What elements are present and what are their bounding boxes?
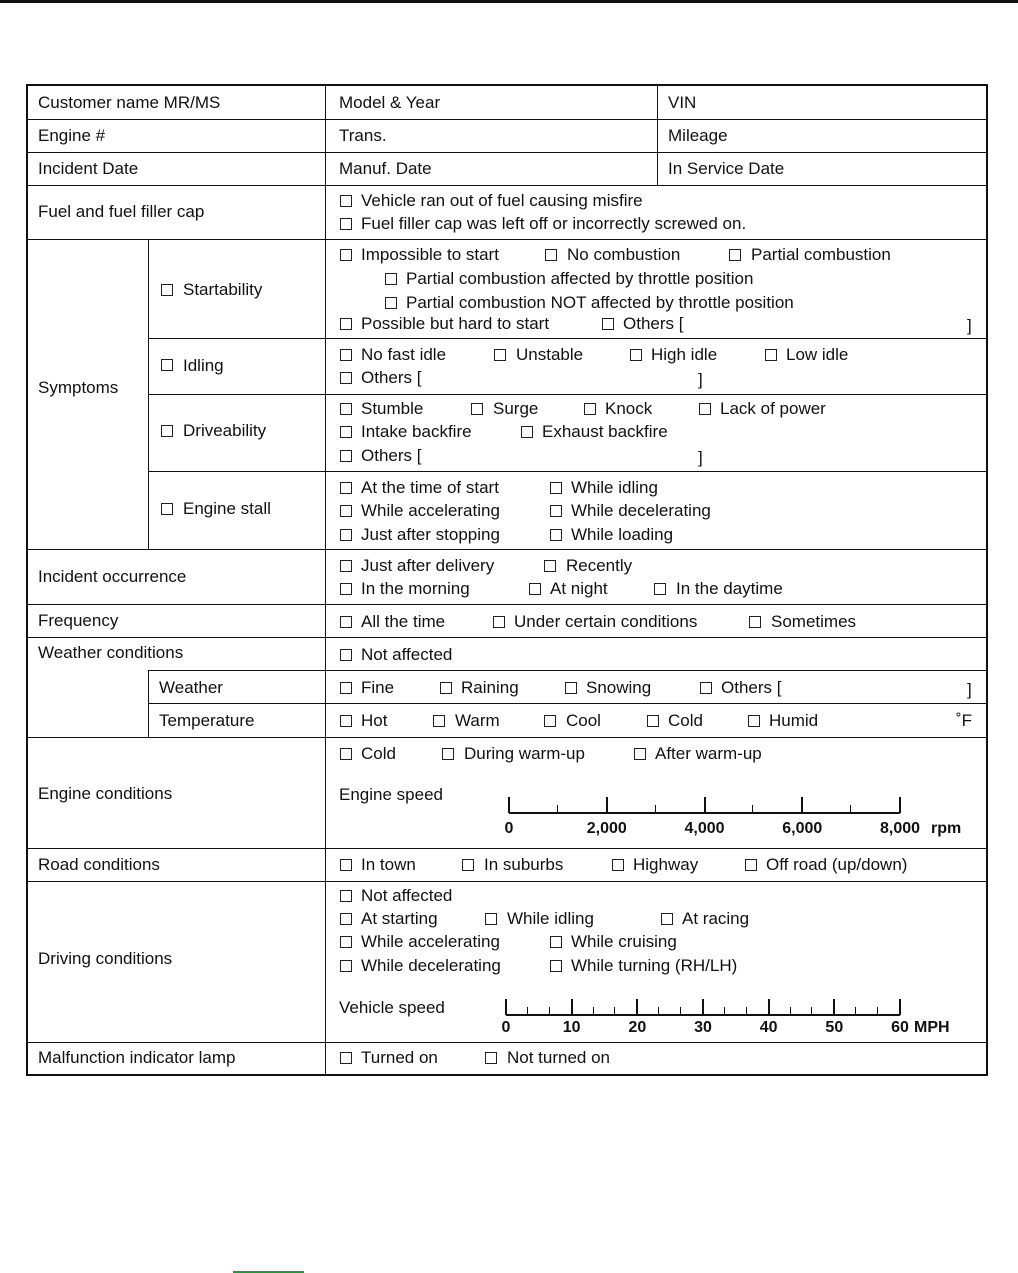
cruising-checkbox[interactable] [550,936,562,948]
model-year-label: Model & Year [339,93,441,112]
warmup-text: During warm-up [464,744,585,763]
row-divider [148,338,986,339]
column-divider [657,86,658,185]
morning-text: In the morning [361,579,470,598]
night-text: At night [550,579,608,598]
weather-not-affected-text: Not affected [361,645,453,664]
time-of-start-checkbox[interactable] [340,482,352,494]
weather-others-text: Others [ [721,678,782,697]
recently-checkbox[interactable] [544,560,556,572]
mph-scale-minor-tick [724,1007,725,1015]
driveability-checkbox[interactable] [161,425,173,437]
mph-scale-minor-tick [811,1007,812,1015]
mph-scale-tick-label: 60 [891,1019,909,1036]
stall-while-decel-text: While decelerating [571,501,711,520]
sometimes-checkbox[interactable] [749,616,761,628]
row-divider [28,637,986,638]
stall-while-accel-checkbox[interactable] [340,505,352,517]
fine-text: Fine [361,678,395,697]
certain-conditions-checkbox[interactable] [493,616,505,628]
mph-scale-tick-label: 10 [562,1019,581,1036]
row-divider [148,394,986,395]
stumble-checkbox[interactable] [340,403,352,415]
partial-throttle-checkbox[interactable] [385,273,397,285]
daytime-checkbox[interactable] [654,583,666,595]
fuel-ran-out-text: Vehicle ran out of fuel causing misfire [361,191,643,210]
fahrenheit-unit: ˚F [956,711,973,730]
fuel-ran-out-checkbox[interactable] [340,195,352,207]
column-divider [148,239,149,549]
mph-scale-tick-label: 50 [825,1019,844,1036]
bracket-close: ] [967,316,972,335]
rpm-scale-major-tick [606,797,608,813]
row-divider [28,737,986,738]
mph-unit: MPH [914,1019,950,1036]
in-town-checkbox[interactable] [340,859,352,871]
stumble-text: Stumble [361,399,424,418]
snowing-checkbox[interactable] [565,682,577,694]
suburbs-text: In suburbs [484,855,564,874]
driving-not-affected-text: Not affected [361,886,453,905]
mph-scale-minor-tick [527,1007,528,1015]
at-starting-checkbox[interactable] [340,913,352,925]
row-divider [28,119,986,120]
highway-text: Highway [633,855,699,874]
engine-cold-text: Cold [361,744,396,763]
exhaust-backfire-checkbox[interactable] [521,426,533,438]
cold-temp-text: Cold [668,711,703,730]
cool-text: Cool [566,711,601,730]
mil-not-on-text: Not turned on [507,1048,611,1067]
intake-backfire-checkbox[interactable] [340,426,352,438]
fine-checkbox[interactable] [340,682,352,694]
cool-checkbox[interactable] [544,715,556,727]
row-divider [28,848,986,849]
column-divider [325,86,326,1074]
bracket-close: ] [967,680,972,699]
impossible-start-text: Impossible to start [361,245,499,264]
weather-others-checkbox[interactable] [700,682,712,694]
startability-others-text: Others [ [623,314,684,333]
raining-text: Raining [461,678,519,697]
idling-others-checkbox[interactable] [340,372,352,384]
mil-on-checkbox[interactable] [340,1052,352,1064]
hot-text: Hot [361,711,388,730]
rpm-scale-minor-tick [655,805,656,813]
incident-occurrence-label: Incident occurrence [38,567,187,586]
after-stopping-text: Just after stopping [361,525,500,544]
driving-not-affected-checkbox[interactable] [340,890,352,902]
daytime-text: In the daytime [676,579,783,598]
driving-idling-checkbox[interactable] [485,913,497,925]
racing-checkbox[interactable] [661,913,673,925]
night-checkbox[interactable] [529,583,541,595]
rpm-scale-minor-tick [850,805,851,813]
row-divider [28,185,986,186]
partial-not-throttle-text: Partial combustion NOT affected by throttle position [406,293,794,312]
high-idle-text: High idle [651,345,718,364]
rpm-scale-major-tick [899,797,901,813]
road-conditions-label: Road conditions [38,855,160,874]
impossible-start-checkbox[interactable] [340,249,352,261]
after-delivery-checkbox[interactable] [340,560,352,572]
column-divider [148,670,149,737]
incident-date-label: Incident Date [38,159,139,178]
rpm-scale-major-tick [508,797,510,813]
unstable-text: Unstable [516,345,584,364]
fuel-label: Fuel and fuel filler cap [38,202,205,221]
stall-while-decel-checkbox[interactable] [550,505,562,517]
row-divider [28,239,986,240]
no-fast-idle-text: No fast idle [361,345,447,364]
manuf-date-label: Manuf. Date [339,159,432,178]
lack-of-power-text: Lack of power [720,399,826,418]
row-divider [28,549,986,550]
after-warmup-text: After warm-up [655,744,762,763]
raining-checkbox[interactable] [440,682,452,694]
while-loading-checkbox[interactable] [550,529,562,541]
intake-backfire-text: Intake backfire [361,422,472,441]
unstable-checkbox[interactable] [494,349,506,361]
rpm-scale-tick-label: 0 [504,820,514,837]
mil-not-on-checkbox[interactable] [485,1052,497,1064]
stall-while-idling-text: While idling [571,478,658,497]
driving-accel-text: While accelerating [361,932,500,951]
row-divider [148,703,986,704]
engine-stall-label: Engine stall [183,499,271,518]
partial-combustion-checkbox[interactable] [729,249,741,261]
trans-label: Trans. [339,126,387,145]
off-road-checkbox[interactable] [745,859,757,871]
mph-scale-minor-tick [680,1007,681,1015]
morning-checkbox[interactable] [340,583,352,595]
mph-scale-tick-label: 0 [501,1019,511,1036]
temperature-label: Temperature [159,711,255,730]
exhaust-backfire-text: Exhaust backfire [542,422,668,441]
mph-scale-minor-tick [614,1007,615,1015]
mph-scale-major-tick [636,999,638,1015]
mph-scale-minor-tick [658,1007,659,1015]
vehicle-speed-label: Vehicle speed [339,998,445,1017]
mil-on-text: Turned on [361,1048,438,1067]
filler-cap-text: Fuel filler cap was left off or incorrectly screwed on. [361,214,747,233]
mph-scale-tick-label: 30 [694,1019,712,1036]
turning-checkbox[interactable] [550,960,562,972]
rpm-scale-tick-label: 8,000 [879,820,921,837]
off-road-text: Off road (up/down) [766,855,908,874]
row-divider [28,881,986,882]
diagnostic-worksheet-form [26,84,988,1076]
row-divider [28,604,986,605]
after-warmup-checkbox[interactable] [634,748,646,760]
warm-checkbox[interactable] [433,715,445,727]
idling-others-text: Others [ [361,368,422,387]
partial-combustion-text: Partial combustion [751,245,891,264]
mph-scale-major-tick [505,999,507,1015]
no-fast-idle-checkbox[interactable] [340,349,352,361]
in-town-text: In town [361,855,416,874]
mph-scale-minor-tick [746,1007,747,1015]
warmup-checkbox[interactable] [442,748,454,760]
mph-scale-minor-tick [855,1007,856,1015]
driving-idling-text: While idling [507,909,594,928]
all-the-time-checkbox[interactable] [340,616,352,628]
bracket-close: ] [698,370,703,389]
in-service-date-label: In Service Date [668,159,785,178]
customer-name-label: Customer name MR/MS [38,93,221,112]
engine-speed-label: Engine speed [339,785,443,804]
highway-checkbox[interactable] [612,859,624,871]
startability-others-checkbox[interactable] [602,318,614,330]
weather-conditions-label: Weather conditions [38,643,184,662]
top-rule [0,0,1018,3]
driveability-label: Driveability [183,421,267,440]
mph-scale-minor-tick [593,1007,594,1015]
driving-decel-text: While decelerating [361,956,501,975]
rpm-scale-major-tick [704,797,706,813]
mph-scale-tick-label: 40 [759,1019,778,1036]
partial-throttle-text: Partial combustion affected by throttle position [406,269,754,288]
no-combustion-text: No combustion [567,245,681,264]
rpm-scale-tick-label: 4,000 [684,820,725,837]
filler-cap-checkbox[interactable] [340,218,352,230]
knock-checkbox[interactable] [584,403,596,415]
possible-hard-checkbox[interactable] [340,318,352,330]
driveability-others-checkbox[interactable] [340,450,352,462]
symptoms-label: Symptoms [38,378,119,397]
mph-scale-minor-tick [790,1007,791,1015]
mph-scale-major-tick [768,999,770,1015]
cruising-text: While cruising [571,932,677,951]
engine-cold-checkbox[interactable] [340,748,352,760]
time-of-start-text: At the time of start [361,478,499,497]
mph-scale-tick-label: 20 [628,1019,647,1036]
mph-scale-major-tick [702,999,704,1015]
humid-checkbox[interactable] [748,715,760,727]
all-the-time-text: All the time [361,612,446,631]
lack-of-power-checkbox[interactable] [699,403,711,415]
low-idle-text: Low idle [786,345,849,364]
humid-text: Humid [769,711,819,730]
engine-number-label: Engine # [38,126,106,145]
rpm-scale-major-tick [801,797,803,813]
weather-not-affected-checkbox[interactable] [340,649,352,661]
mileage-label: Mileage [668,126,728,145]
idling-checkbox[interactable] [161,359,173,371]
bracket-close: ] [698,448,703,467]
warm-text: Warm [455,711,500,730]
row-divider [28,1042,986,1043]
partial-not-throttle-checkbox[interactable] [385,297,397,309]
row-divider [148,471,986,472]
mil-label: Malfunction indicator lamp [38,1048,236,1067]
startability-checkbox[interactable] [161,284,173,296]
snowing-text: Snowing [586,678,652,697]
rpm-scale-minor-tick [557,805,558,813]
vin-label: VIN [668,93,697,112]
while-loading-text: While loading [571,525,674,544]
mph-scale-major-tick [899,999,901,1015]
startability-label: Startability [183,280,263,299]
possible-hard-text: Possible but hard to start [361,314,550,333]
driving-accel-checkbox[interactable] [340,936,352,948]
cold-temp-checkbox[interactable] [647,715,659,727]
sometimes-text: Sometimes [771,612,857,631]
driveability-others-text: Others [ [361,446,422,465]
no-combustion-checkbox[interactable] [545,249,557,261]
stall-while-idling-checkbox[interactable] [550,482,562,494]
frequency-label: Frequency [38,611,119,630]
rpm-scale-tick-label: 2,000 [586,820,627,837]
low-idle-checkbox[interactable] [765,349,777,361]
rpm-scale-minor-tick [752,805,753,813]
idling-label: Idling [183,356,224,375]
driving-conditions-label: Driving conditions [38,949,173,968]
mph-scale-minor-tick [549,1007,550,1015]
racing-text: At racing [682,909,750,928]
weather-label: Weather [159,678,223,697]
after-stopping-checkbox[interactable] [340,529,352,541]
high-idle-checkbox[interactable] [630,349,642,361]
row-divider [148,670,986,671]
mph-scale-major-tick [833,999,835,1015]
stall-while-accel-text: While accelerating [361,501,500,520]
surge-text: Surge [493,399,539,418]
hot-checkbox[interactable] [340,715,352,727]
driving-decel-checkbox[interactable] [340,960,352,972]
surge-checkbox[interactable] [471,403,483,415]
row-divider [28,152,986,153]
after-delivery-text: Just after delivery [361,556,495,575]
mph-scale-major-tick [571,999,573,1015]
mph-scale-minor-tick [877,1007,878,1015]
engine-stall-checkbox[interactable] [161,503,173,515]
knock-text: Knock [605,399,653,418]
at-starting-text: At starting [361,909,438,928]
engine-conditions-label: Engine conditions [38,784,173,803]
turning-text: While turning (RH/LH) [571,956,738,975]
rpm-unit: rpm [931,820,962,837]
suburbs-checkbox[interactable] [462,859,474,871]
rpm-scale-tick-label: 6,000 [782,820,823,837]
recently-text: Recently [566,556,633,575]
certain-conditions-text: Under certain conditions [514,612,698,631]
